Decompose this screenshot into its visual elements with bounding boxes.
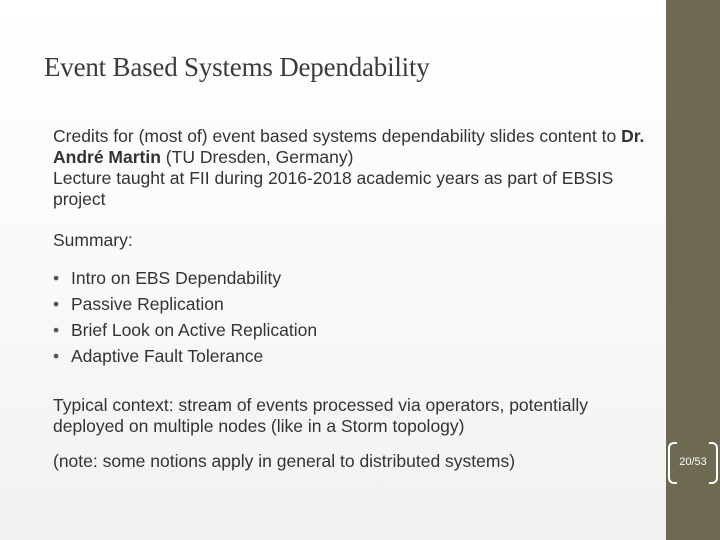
page-number: 20/53 xyxy=(679,456,707,468)
summary-label: Summary: xyxy=(53,230,133,250)
credits-text: Credits for (most of) event based systems dependability slides content to xyxy=(53,126,622,146)
credits-paragraph xyxy=(53,126,653,168)
slide-body xyxy=(53,126,653,472)
page-number-badge xyxy=(664,442,720,482)
list-item xyxy=(53,291,653,317)
list-item-text: Intro on EBS Dependability xyxy=(71,268,282,288)
list-item xyxy=(53,317,653,343)
lecture-paragraph: Lecture taught at FII during 2016-2018 academic years as part of EBSIS project xyxy=(53,168,614,209)
slide-title: Event Based Systems Dependability xyxy=(44,52,430,82)
left-bracket-icon xyxy=(668,442,677,484)
summary-list xyxy=(53,265,653,369)
bullet-icon: • xyxy=(53,346,60,366)
list-item-text: Adaptive Fault Tolerance xyxy=(71,346,264,366)
list-item xyxy=(53,265,653,291)
list-item-text: Brief Look on Active Replication xyxy=(71,320,318,340)
context-paragraph: Typical context: stream of events processed via operators, potentially deployed on multiple nodes (like in a Storm topology) xyxy=(53,395,588,436)
bullet-icon: • xyxy=(53,294,60,314)
right-bracket-icon xyxy=(709,442,718,484)
note-paragraph: (note: some notions apply in general to distributed systems) xyxy=(53,451,516,471)
bullet-icon: • xyxy=(53,268,60,288)
list-item xyxy=(53,343,653,369)
bullet-icon: • xyxy=(53,320,60,340)
list-item-text: Passive Replication xyxy=(71,294,224,314)
credits-affiliation: (TU Dresden, Germany) xyxy=(160,147,354,167)
credits-author: Dr. André Martin xyxy=(53,126,645,167)
